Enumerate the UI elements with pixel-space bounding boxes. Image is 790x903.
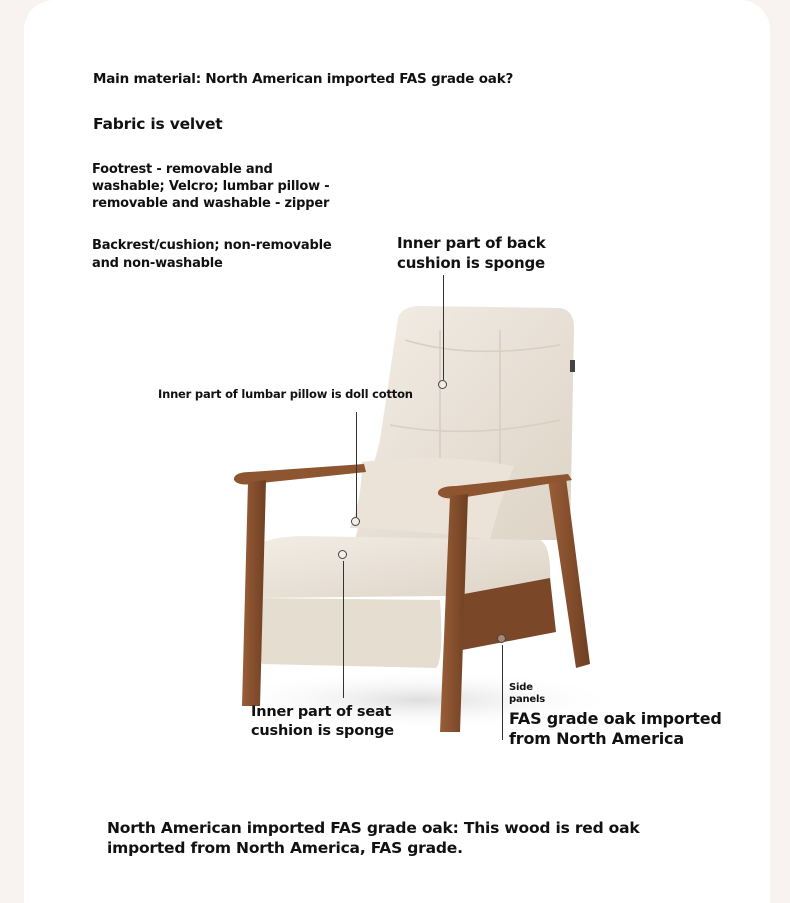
side-panel-marker-icon	[497, 634, 506, 643]
back-cushion-marker-icon	[438, 380, 447, 389]
callout-line: FAS grade oak imported	[509, 709, 722, 728]
lumbar-leader-line	[356, 412, 357, 517]
callout-line: from North America	[509, 729, 684, 748]
callout-line: cushion is sponge	[397, 253, 545, 272]
main-material-text: Main material: North American imported FAS grade oak?	[93, 71, 514, 87]
seat-cushion-callout	[251, 703, 394, 741]
footer-line: imported from North America, FAS grade.	[107, 839, 463, 857]
lumbar-marker-icon	[351, 517, 360, 526]
footrest-text	[92, 161, 329, 212]
seat-marker-icon	[338, 550, 347, 559]
footrest-line: removable and washable - zipper	[92, 196, 330, 211]
back-cushion-leader-line	[443, 275, 444, 380]
callout-line: cushion is sponge	[251, 723, 394, 739]
backrest-line: and non-washable	[92, 256, 223, 271]
fabric-text: Fabric is velvet	[93, 115, 223, 133]
backrest-line: Backrest/cushion; non-removable	[92, 238, 332, 253]
footer-line: North American imported FAS grade oak: This wood is red oak	[107, 819, 640, 837]
side-panels-label	[509, 682, 545, 706]
callout-line: panels	[509, 694, 545, 705]
side-panels-callout	[509, 709, 722, 749]
callout-line: Inner part of seat	[251, 704, 392, 720]
footrest-line: Footrest - removable and	[92, 162, 273, 177]
callout-line: Inner part of back	[397, 234, 546, 252]
side-panel-leader-line	[502, 645, 503, 740]
callout-line: Side	[509, 682, 533, 693]
footer-description	[107, 818, 640, 858]
recliner-chair-image	[225, 300, 605, 740]
footrest-line: washable; Velcro; lumbar pillow -	[92, 179, 330, 194]
seat-leader-line	[343, 561, 344, 698]
lumbar-pillow-callout: Inner part of lumbar pillow is doll cotton	[158, 387, 413, 401]
backrest-text	[92, 237, 331, 273]
back-cushion-callout	[397, 234, 546, 273]
